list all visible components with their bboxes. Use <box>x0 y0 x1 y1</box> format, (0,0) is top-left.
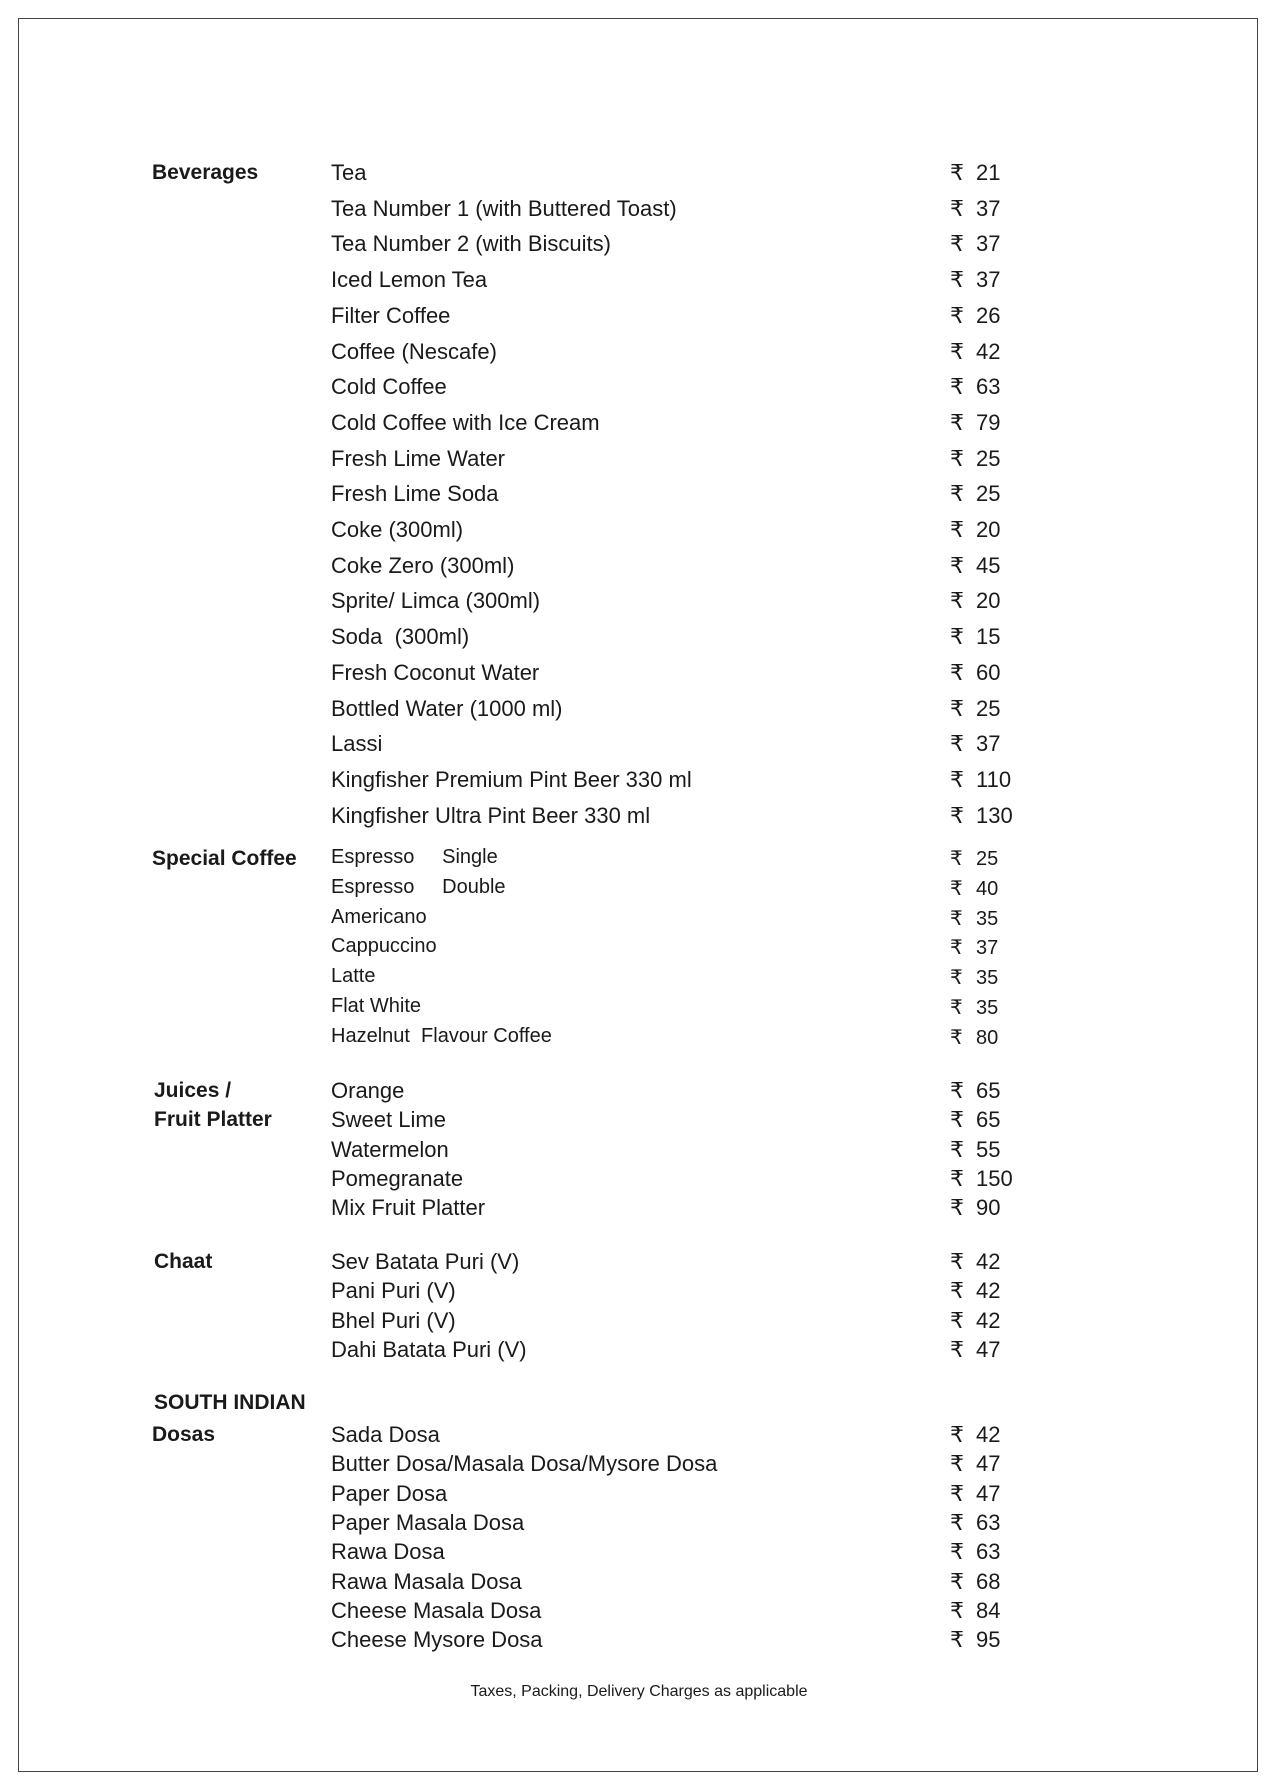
price-amount: 79 <box>976 410 1001 435</box>
menu-item-price <box>950 1278 1000 1304</box>
menu-item-price <box>950 1107 1000 1133</box>
menu-item-price <box>950 1025 998 1050</box>
menu-item-price <box>950 231 1000 257</box>
menu-item-name: Pani Puri (V) <box>331 1278 456 1303</box>
rupee-icon: ₹ <box>950 937 963 959</box>
category-south-indian: SOUTH INDIAN <box>154 1391 306 1414</box>
menu-item-price <box>950 767 1011 793</box>
menu-item-price <box>950 965 998 990</box>
menu-item-price <box>950 935 998 960</box>
price-amount: 45 <box>976 553 1001 578</box>
menu-item-name: Orange <box>331 1078 405 1103</box>
rupee-icon: ₹ <box>950 1451 964 1476</box>
menu-item-price <box>950 846 998 871</box>
rupee-icon: ₹ <box>950 908 963 930</box>
price-amount: 35 <box>976 967 999 989</box>
menu-item-name: Iced Lemon Tea <box>331 267 488 292</box>
price-amount: 47 <box>976 1451 1001 1476</box>
category-dosas: Dosas <box>152 1423 216 1446</box>
menu-item-name: Coke Zero (300ml) <box>331 553 515 578</box>
menu-item-price <box>950 1481 1000 1507</box>
rupee-icon: ₹ <box>950 1510 964 1535</box>
rupee-icon: ₹ <box>950 731 964 756</box>
rupee-icon: ₹ <box>950 767 964 792</box>
menu-item-name: Kingfisher Ultra Pint Beer 330 ml <box>331 803 651 828</box>
category-beverages: Beverages <box>152 161 259 184</box>
price-amount: 25 <box>976 848 999 870</box>
menu-item-name: Bottled Water (1000 ml) <box>331 696 563 721</box>
menu-item-price <box>950 446 1000 472</box>
rupee-icon: ₹ <box>950 588 964 613</box>
price-amount: 84 <box>976 1598 1001 1623</box>
rupee-icon: ₹ <box>950 410 964 435</box>
rupee-icon: ₹ <box>950 967 963 989</box>
menu-item-name: Tea Number 2 (with Biscuits) <box>331 231 611 256</box>
menu-item-name: Rawa Masala Dosa <box>331 1569 522 1594</box>
price-amount: 42 <box>976 1249 1001 1274</box>
menu-item-name: Bhel Puri (V) <box>331 1308 456 1333</box>
rupee-icon: ₹ <box>950 1195 964 1220</box>
rupee-icon: ₹ <box>950 1137 964 1162</box>
menu-item-price <box>950 588 1000 614</box>
menu-item-name: Fresh Coconut Water <box>331 660 540 685</box>
menu-item-name: Filter Coffee <box>331 303 451 328</box>
menu-item-name: Sprite/ Limca (300ml) <box>331 588 541 613</box>
menu-item-name: Hazelnut Flavour Coffee <box>331 1025 552 1047</box>
menu-item-name: Rawa Dosa <box>331 1539 445 1564</box>
rupee-icon: ₹ <box>950 803 964 828</box>
menu-item-price <box>950 1451 1000 1477</box>
menu-item-name: Fresh Lime Water <box>331 446 506 471</box>
rupee-icon: ₹ <box>950 997 963 1019</box>
menu-item-price <box>950 1569 1000 1595</box>
rupee-icon: ₹ <box>950 1539 964 1564</box>
menu-item-name: Kingfisher Premium Pint Beer 330 ml <box>331 767 692 792</box>
price-amount: 68 <box>976 1569 1001 1594</box>
rupee-icon: ₹ <box>950 1107 964 1132</box>
menu-item-price <box>950 1627 1000 1653</box>
price-amount: 80 <box>976 1027 999 1049</box>
price-amount: 60 <box>976 660 1001 685</box>
menu-item-name: Watermelon <box>331 1137 449 1162</box>
menu-item-price <box>950 481 1000 507</box>
price-amount: 25 <box>976 696 1001 721</box>
rupee-icon: ₹ <box>950 660 964 685</box>
price-amount: 37 <box>976 731 1001 756</box>
rupee-icon: ₹ <box>950 878 963 900</box>
menu-item-name: Sada Dosa <box>331 1422 440 1447</box>
category-juices-line2: Fruit Platter <box>154 1108 272 1131</box>
category-chaat: Chaat <box>154 1250 213 1273</box>
menu-item-name: Coffee (Nescafe) <box>331 339 497 364</box>
rupee-icon: ₹ <box>950 1308 964 1333</box>
menu-item-name: Tea Number 1 (with Buttered Toast) <box>331 196 677 221</box>
price-amount: 25 <box>976 446 1001 471</box>
price-amount: 21 <box>976 160 1001 185</box>
rupee-icon: ₹ <box>950 231 964 256</box>
rupee-icon: ₹ <box>950 374 964 399</box>
page-border <box>18 18 1258 1772</box>
price-amount: 35 <box>976 997 999 1019</box>
price-amount: 110 <box>976 767 1012 792</box>
price-amount: 20 <box>976 517 1001 542</box>
rupee-icon: ₹ <box>950 1337 964 1362</box>
menu-item-name: Lassi <box>331 731 383 756</box>
menu-item-price <box>950 1337 1000 1363</box>
rupee-icon: ₹ <box>950 303 964 328</box>
menu-item-price <box>950 374 1000 400</box>
price-amount: 35 <box>976 908 999 930</box>
rupee-icon: ₹ <box>950 848 963 870</box>
menu-item-price <box>950 267 1000 293</box>
rupee-icon: ₹ <box>950 1166 964 1191</box>
rupee-icon: ₹ <box>950 1569 964 1594</box>
menu-item-name: Tea <box>331 160 367 185</box>
price-amount: 37 <box>976 231 1001 256</box>
menu-item-name: Cappuccino <box>331 935 437 957</box>
rupee-icon: ₹ <box>950 624 964 649</box>
menu-item-name: Fresh Lime Soda <box>331 481 499 506</box>
rupee-icon: ₹ <box>950 517 964 542</box>
rupee-icon: ₹ <box>950 267 964 292</box>
menu-item-price <box>950 906 998 931</box>
menu-item-price <box>950 339 1000 365</box>
rupee-icon: ₹ <box>950 1278 964 1303</box>
category-special-coffee: Special Coffee <box>152 847 297 870</box>
rupee-icon: ₹ <box>950 1598 964 1623</box>
price-amount: 95 <box>976 1627 1001 1652</box>
menu-item-name: Butter Dosa/Masala Dosa/Mysore Dosa <box>331 1451 718 1476</box>
category-juices-line1: Juices / <box>154 1079 232 1102</box>
menu-item-name: Coke (300ml) <box>331 517 464 542</box>
rupee-icon: ₹ <box>950 1481 964 1506</box>
price-amount: 37 <box>976 196 1001 221</box>
menu-item-name: Espresso Double <box>331 876 506 898</box>
menu-item-price <box>950 517 1000 543</box>
menu-item-name: Sev Batata Puri (V) <box>331 1249 520 1274</box>
rupee-icon: ₹ <box>950 1422 964 1447</box>
price-amount: 26 <box>976 303 1001 328</box>
menu-item-price <box>950 624 1000 650</box>
menu-item-price <box>950 160 1000 186</box>
price-amount: 37 <box>976 937 999 959</box>
price-amount: 63 <box>976 1510 1001 1535</box>
menu-item-name: Paper Masala Dosa <box>331 1510 525 1535</box>
rupee-icon: ₹ <box>950 339 964 364</box>
price-amount: 42 <box>976 1308 1001 1333</box>
menu-item-price <box>950 1598 1000 1624</box>
price-amount: 55 <box>976 1137 1001 1162</box>
menu-item-name: Flat White <box>331 995 422 1017</box>
price-amount: 42 <box>976 339 1001 364</box>
price-amount: 130 <box>976 803 1013 828</box>
menu-item-name: Pomegranate <box>331 1166 464 1191</box>
price-amount: 150 <box>976 1166 1013 1191</box>
menu-item-price <box>950 1166 1013 1192</box>
menu-item-name: Soda (300ml) <box>331 624 470 649</box>
menu-item-price <box>950 410 1000 436</box>
menu-item-name: Americano <box>331 906 427 928</box>
menu-item-name: Cheese Mysore Dosa <box>331 1627 543 1652</box>
price-amount: 40 <box>976 878 999 900</box>
footer-note: Taxes, Packing, Delivery Charges as applicable <box>470 1683 808 1700</box>
menu-item-price <box>950 1422 1000 1448</box>
price-amount: 37 <box>976 267 1001 292</box>
menu-item-name: Mix Fruit Platter <box>331 1195 486 1220</box>
rupee-icon: ₹ <box>950 696 964 721</box>
menu-item-price <box>950 731 1000 757</box>
price-amount: 42 <box>976 1422 1001 1447</box>
rupee-icon: ₹ <box>950 1249 964 1274</box>
menu-item-price <box>950 1078 1000 1104</box>
menu-item-name: Espresso Single <box>331 846 498 868</box>
price-amount: 63 <box>976 1539 1001 1564</box>
menu-item-name: Sweet Lime <box>331 1107 446 1132</box>
rupee-icon: ₹ <box>950 160 964 185</box>
menu-item-name: Latte <box>331 965 376 987</box>
price-amount: 65 <box>976 1107 1001 1132</box>
menu-item-price <box>950 803 1013 829</box>
menu-item-price <box>950 1195 1000 1221</box>
rupee-icon: ₹ <box>950 1627 964 1652</box>
menu-item-price <box>950 1137 1000 1163</box>
menu-item-name: Cold Coffee with Ice Cream <box>331 410 600 435</box>
price-amount: 47 <box>976 1337 1001 1362</box>
price-amount: 42 <box>976 1278 1001 1303</box>
menu-item-price <box>950 876 998 901</box>
menu-item-name: Cheese Masala Dosa <box>331 1598 542 1623</box>
menu-item-price <box>950 995 998 1020</box>
rupee-icon: ₹ <box>950 1078 964 1103</box>
menu-item-price <box>950 1249 1000 1275</box>
menu-item-price <box>950 1510 1000 1536</box>
rupee-icon: ₹ <box>950 1027 963 1049</box>
rupee-icon: ₹ <box>950 446 964 471</box>
menu-item-price <box>950 553 1000 579</box>
menu-item-price <box>950 303 1000 329</box>
price-amount: 90 <box>976 1195 1001 1220</box>
price-amount: 20 <box>976 588 1001 613</box>
rupee-icon: ₹ <box>950 481 964 506</box>
menu-item-name: Paper Dosa <box>331 1481 448 1506</box>
menu-item-price <box>950 660 1000 686</box>
price-amount: 63 <box>976 374 1001 399</box>
menu-item-price <box>950 1539 1000 1565</box>
menu-item-price <box>950 696 1000 722</box>
rupee-icon: ₹ <box>950 196 964 221</box>
menu-item-price <box>950 196 1000 222</box>
price-amount: 15 <box>976 624 1001 649</box>
price-amount: 47 <box>976 1481 1001 1506</box>
rupee-icon: ₹ <box>950 553 964 578</box>
menu-item-price <box>950 1308 1000 1334</box>
price-amount: 25 <box>976 481 1001 506</box>
menu-item-name: Dahi Batata Puri (V) <box>331 1337 527 1362</box>
price-amount: 65 <box>976 1078 1001 1103</box>
menu-item-name: Cold Coffee <box>331 374 447 399</box>
